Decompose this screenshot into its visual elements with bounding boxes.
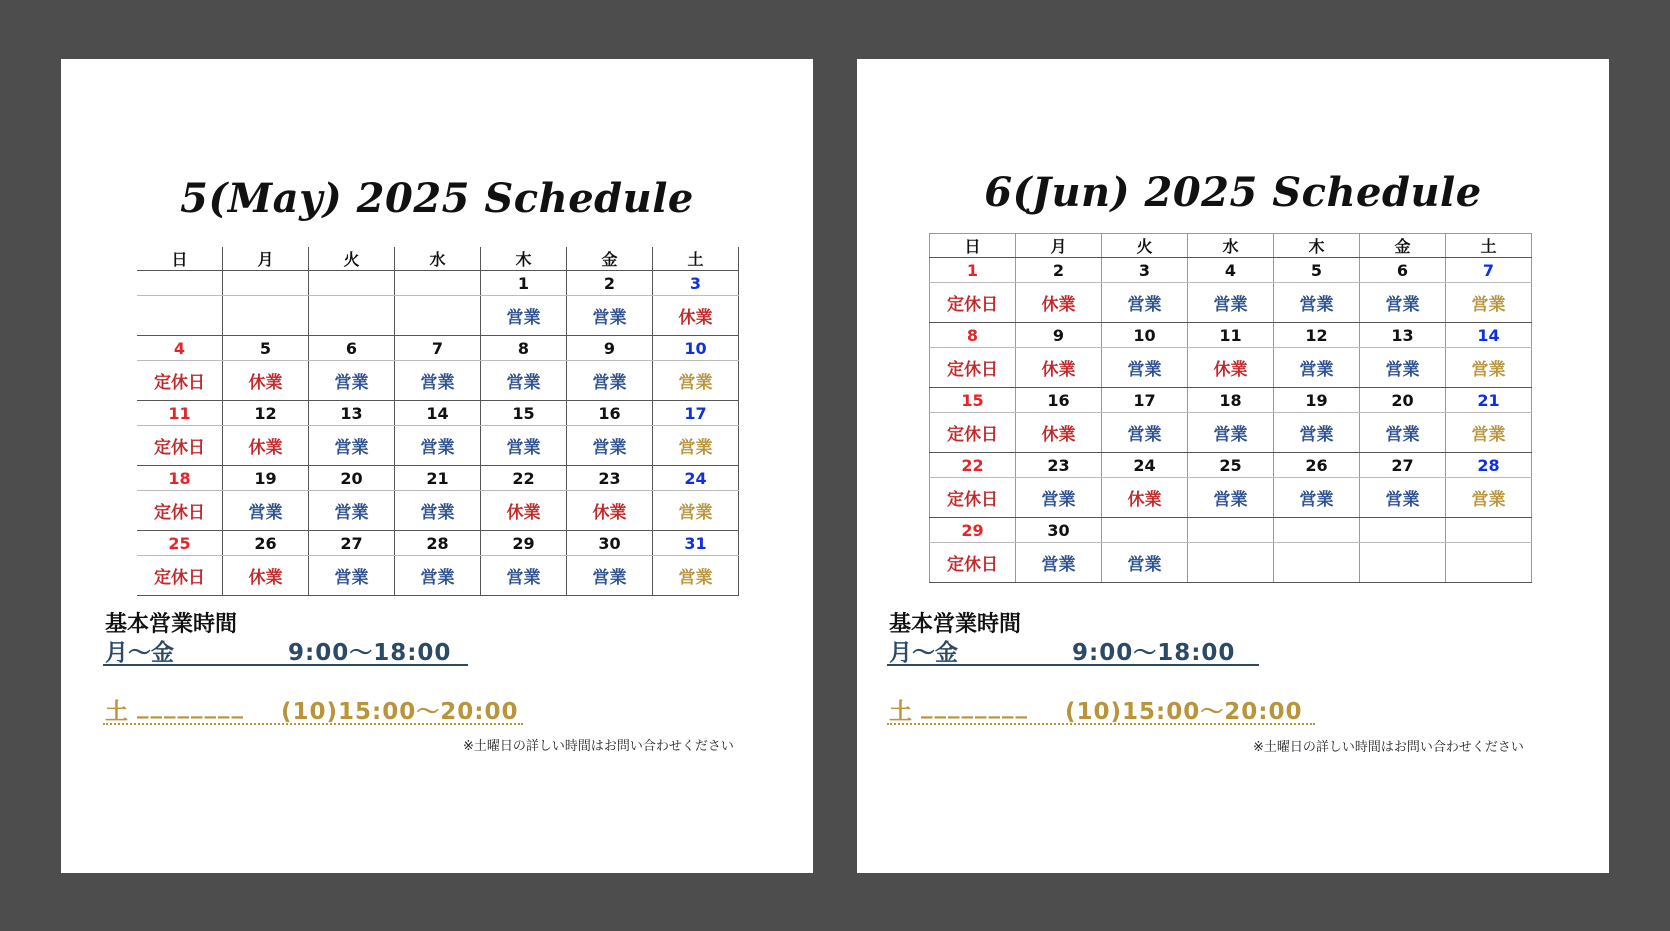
- page-title: 6(Jun) 2025 Schedule: [984, 169, 1482, 216]
- date-cell: 10: [653, 336, 739, 361]
- status-cell: 営業: [1274, 348, 1360, 388]
- weekday-hours: [887, 636, 1259, 666]
- date-cell: 19: [1274, 388, 1360, 413]
- status-cell: 営業: [1446, 348, 1532, 388]
- date-cell: 25: [1188, 453, 1274, 478]
- date-cell: 12: [223, 401, 309, 426]
- date-row: [930, 388, 1532, 413]
- date-cell: 29: [481, 531, 567, 556]
- status-cell: 休業: [1016, 413, 1102, 453]
- date-cell: 6: [309, 336, 395, 361]
- weekday-header-tue: 火: [1102, 234, 1188, 258]
- date-row: [137, 401, 739, 426]
- status-cell: 営業: [309, 556, 395, 596]
- status-cell: 休業: [223, 426, 309, 466]
- date-cell: 25: [137, 531, 223, 556]
- weekday-header-wed: 水: [1188, 234, 1274, 258]
- date-cell: 22: [481, 466, 567, 491]
- weekday-header-thu: 木: [1274, 234, 1360, 258]
- date-cell: 18: [1188, 388, 1274, 413]
- date-cell: 14: [1446, 323, 1532, 348]
- date-cell: 31: [653, 531, 739, 556]
- saturday-note: ※土曜日の詳しい時間はお問い合わせください: [463, 739, 734, 754]
- status-cell: 休業: [567, 491, 653, 531]
- date-cell: 26: [1274, 453, 1360, 478]
- date-cell: 8: [481, 336, 567, 361]
- status-cell: 営業: [653, 361, 739, 401]
- date-cell: [223, 271, 309, 296]
- status-cell: 営業: [567, 296, 653, 336]
- status-cell: 営業: [1016, 478, 1102, 518]
- status-cell: 営業: [481, 426, 567, 466]
- status-cell: 営業: [481, 296, 567, 336]
- date-cell: 12: [1274, 323, 1360, 348]
- status-cell: [223, 296, 309, 336]
- saturday-hours-dash: ________: [921, 693, 1029, 719]
- saturday-hours: [103, 695, 523, 725]
- status-cell: 営業: [395, 556, 481, 596]
- weekday-hours-label: 月〜金: [105, 640, 174, 666]
- weekday-header-row: [137, 247, 739, 271]
- date-cell: 2: [1016, 258, 1102, 283]
- status-cell: 休業: [653, 296, 739, 336]
- date-cell: 2: [567, 271, 653, 296]
- weekday-header-mon: 月: [223, 247, 309, 271]
- weekday-hours: [103, 636, 468, 666]
- weekday-header-mon: 月: [1016, 234, 1102, 258]
- date-cell: 5: [223, 336, 309, 361]
- status-cell: 営業: [1274, 283, 1360, 323]
- status-row: [930, 478, 1532, 518]
- weekday-header-fri: 金: [567, 247, 653, 271]
- date-cell: 21: [395, 466, 481, 491]
- status-row: [137, 296, 739, 336]
- status-cell: [395, 296, 481, 336]
- date-cell: 26: [223, 531, 309, 556]
- status-row: [930, 413, 1532, 453]
- status-row: [137, 556, 739, 596]
- saturday-hours-label: 土: [105, 699, 128, 725]
- date-cell: 13: [309, 401, 395, 426]
- status-cell: 休業: [223, 361, 309, 401]
- calendar-table: [137, 247, 739, 596]
- date-cell: 10: [1102, 323, 1188, 348]
- date-cell: 19: [223, 466, 309, 491]
- weekday-header-row: [930, 234, 1532, 258]
- date-cell: 7: [395, 336, 481, 361]
- status-cell: 休業: [223, 556, 309, 596]
- weekday-header-sat: 土: [1446, 234, 1532, 258]
- weekday-hours-label: 月〜金: [889, 640, 958, 666]
- weekday-header-thu: 木: [481, 247, 567, 271]
- date-cell: 28: [395, 531, 481, 556]
- status-cell: 休業: [1016, 348, 1102, 388]
- weekday-header-sat: 土: [653, 247, 739, 271]
- date-cell: [1360, 518, 1446, 543]
- date-cell: 24: [653, 466, 739, 491]
- status-cell: 営業: [309, 361, 395, 401]
- date-row: [930, 323, 1532, 348]
- weekday-header-sun: 日: [137, 247, 223, 271]
- date-cell: 16: [567, 401, 653, 426]
- date-cell: [395, 271, 481, 296]
- weekday-header-wed: 水: [395, 247, 481, 271]
- status-cell: 営業: [1360, 478, 1446, 518]
- date-cell: 17: [1102, 388, 1188, 413]
- date-row: [137, 531, 739, 556]
- status-cell: 営業: [223, 491, 309, 531]
- saturday-note: ※土曜日の詳しい時間はお問い合わせください: [1253, 740, 1524, 755]
- date-cell: 28: [1446, 453, 1532, 478]
- date-row: [137, 466, 739, 491]
- date-cell: 11: [137, 401, 223, 426]
- status-cell: 定休日: [930, 283, 1016, 323]
- status-cell: 営業: [1188, 478, 1274, 518]
- status-cell: 営業: [395, 361, 481, 401]
- weekday-header-fri: 金: [1360, 234, 1446, 258]
- date-cell: [1446, 518, 1532, 543]
- status-cell: [1446, 543, 1532, 583]
- status-cell: [1274, 543, 1360, 583]
- status-cell: 定休日: [930, 348, 1016, 388]
- date-cell: 9: [567, 336, 653, 361]
- saturday-hours-time: (10)15:00〜20:00: [281, 699, 519, 725]
- status-cell: 営業: [567, 426, 653, 466]
- status-cell: 営業: [1188, 413, 1274, 453]
- status-cell: 休業: [1102, 478, 1188, 518]
- status-cell: 営業: [1102, 348, 1188, 388]
- date-cell: 6: [1360, 258, 1446, 283]
- status-cell: 営業: [1360, 413, 1446, 453]
- status-cell: 定休日: [137, 556, 223, 596]
- status-cell: 定休日: [930, 413, 1016, 453]
- status-cell: [1188, 543, 1274, 583]
- hours-title: 基本営業時間: [889, 612, 1022, 637]
- date-row: [930, 453, 1532, 478]
- status-cell: 営業: [1274, 478, 1360, 518]
- status-row: [137, 361, 739, 401]
- date-cell: 11: [1188, 323, 1274, 348]
- date-cell: 16: [1016, 388, 1102, 413]
- date-cell: 18: [137, 466, 223, 491]
- status-cell: 定休日: [930, 478, 1016, 518]
- status-cell: 休業: [481, 491, 567, 531]
- date-cell: 1: [481, 271, 567, 296]
- page-title: 5(May) 2025 Schedule: [180, 175, 694, 222]
- date-cell: 21: [1446, 388, 1532, 413]
- status-row: [137, 426, 739, 466]
- hours-title: 基本営業時間: [105, 612, 238, 637]
- date-cell: 30: [1016, 518, 1102, 543]
- may-schedule-page: [61, 59, 813, 873]
- date-cell: 3: [653, 271, 739, 296]
- date-cell: 5: [1274, 258, 1360, 283]
- status-row: [137, 491, 739, 531]
- date-row: [137, 336, 739, 361]
- date-row: [930, 518, 1532, 543]
- date-cell: 22: [930, 453, 1016, 478]
- status-cell: 営業: [395, 426, 481, 466]
- status-cell: 営業: [1102, 413, 1188, 453]
- status-cell: 休業: [1188, 348, 1274, 388]
- date-cell: [137, 271, 223, 296]
- status-cell: 営業: [567, 556, 653, 596]
- status-cell: 営業: [1446, 478, 1532, 518]
- date-cell: 20: [309, 466, 395, 491]
- saturday-hours-label: 土: [889, 699, 912, 725]
- status-cell: 営業: [1446, 413, 1532, 453]
- date-cell: 14: [395, 401, 481, 426]
- status-cell: 営業: [1274, 413, 1360, 453]
- date-cell: 1: [930, 258, 1016, 283]
- weekday-hours-time: 9:00〜18:00: [1072, 640, 1236, 666]
- status-cell: 営業: [653, 556, 739, 596]
- weekday-hours-time: 9:00〜18:00: [288, 640, 452, 666]
- status-cell: [309, 296, 395, 336]
- date-cell: 7: [1446, 258, 1532, 283]
- status-row: [930, 543, 1532, 583]
- date-cell: 23: [1016, 453, 1102, 478]
- date-cell: 8: [930, 323, 1016, 348]
- status-cell: 営業: [1102, 543, 1188, 583]
- calendar-table: [929, 233, 1532, 583]
- date-cell: 3: [1102, 258, 1188, 283]
- weekday-header-tue: 火: [309, 247, 395, 271]
- status-cell: 定休日: [930, 543, 1016, 583]
- status-cell: 定休日: [137, 361, 223, 401]
- status-cell: 営業: [1446, 283, 1532, 323]
- date-cell: 9: [1016, 323, 1102, 348]
- date-cell: [1102, 518, 1188, 543]
- status-cell: 営業: [309, 426, 395, 466]
- date-cell: 4: [137, 336, 223, 361]
- weekday-header-sun: 日: [930, 234, 1016, 258]
- status-cell: 営業: [1016, 543, 1102, 583]
- date-cell: [1274, 518, 1360, 543]
- date-cell: 30: [567, 531, 653, 556]
- date-cell: 17: [653, 401, 739, 426]
- date-row: [930, 258, 1532, 283]
- date-cell: 29: [930, 518, 1016, 543]
- status-row: [930, 283, 1532, 323]
- date-cell: [309, 271, 395, 296]
- status-cell: 定休日: [137, 426, 223, 466]
- status-cell: 営業: [481, 556, 567, 596]
- jun-schedule-page: [857, 59, 1609, 873]
- status-row: [930, 348, 1532, 388]
- date-cell: 20: [1360, 388, 1446, 413]
- status-cell: 営業: [1360, 283, 1446, 323]
- status-cell: 営業: [1102, 283, 1188, 323]
- saturday-hours-time: (10)15:00〜20:00: [1065, 699, 1303, 725]
- status-cell: [137, 296, 223, 336]
- status-cell: 営業: [1360, 348, 1446, 388]
- date-cell: 4: [1188, 258, 1274, 283]
- status-cell: 営業: [395, 491, 481, 531]
- status-cell: [1360, 543, 1446, 583]
- status-cell: 定休日: [137, 491, 223, 531]
- date-cell: 23: [567, 466, 653, 491]
- date-cell: 24: [1102, 453, 1188, 478]
- date-cell: 27: [309, 531, 395, 556]
- date-cell: 13: [1360, 323, 1446, 348]
- date-row: [137, 271, 739, 296]
- date-cell: [1188, 518, 1274, 543]
- date-cell: 15: [481, 401, 567, 426]
- date-cell: 27: [1360, 453, 1446, 478]
- status-cell: 営業: [653, 491, 739, 531]
- date-cell: 15: [930, 388, 1016, 413]
- status-cell: 営業: [653, 426, 739, 466]
- status-cell: 営業: [481, 361, 567, 401]
- status-cell: 営業: [567, 361, 653, 401]
- saturday-hours-dash: ________: [137, 693, 245, 719]
- status-cell: 営業: [309, 491, 395, 531]
- status-cell: 営業: [1188, 283, 1274, 323]
- saturday-hours: [887, 695, 1315, 725]
- status-cell: 休業: [1016, 283, 1102, 323]
